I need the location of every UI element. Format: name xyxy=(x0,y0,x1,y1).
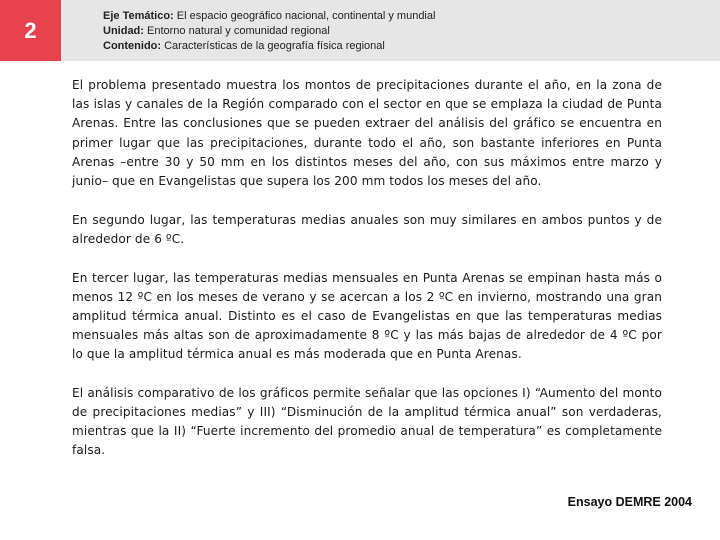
question-number-badge xyxy=(0,0,61,61)
paragraph-annual-temperature: En segundo lugar, las temperaturas medias anuales son muy similares en ambos puntos y de alrededor de 6 ºC. xyxy=(72,213,662,247)
contenido-line xyxy=(103,39,435,54)
eje-label: Eje Temático: xyxy=(103,10,174,22)
contenido-value: Características de la geografía física regional xyxy=(164,40,385,52)
paragraph-precipitation: El problema presentado muestra los montos de precipitaciones durante el año, en la zona de las islas y canales de la Región comparado con el sector en que se emplaza la ciudad de Punta Arenas. Entre las conclusiones que se pueden extraer del análisis del gráfico se encuentra en primer lugar que las precipitaciones, durante todo el año, son bastante inferiores en Punta Arenas –entre 30 y 50 mm en los distintos meses del año, con sus máximos entre marzo y junio– que en Evangelistas que supera los 200 mm todos los meses del año. xyxy=(72,78,662,189)
unidad-line xyxy=(103,24,435,39)
eje-line xyxy=(103,9,435,24)
eje-value: El espacio geográfico nacional, continental y mundial xyxy=(176,10,436,22)
unidad-value: Entorno natural y comunidad regional xyxy=(147,25,330,37)
topic-info xyxy=(103,9,435,54)
paragraph-conclusion: El análisis comparativo de los gráficos permite señalar que las opciones I) “Aumento del monto de precipitaciones medias” y III) “Disminución de la amplitud térmica anual” son verdaderas, mientras que la II) “Fuerte incremento del promedio anual de temperatura” es completamente falsa. xyxy=(72,385,662,458)
header-bar xyxy=(0,0,720,61)
answer-explanation xyxy=(72,76,662,479)
paragraph-monthly-temperature: En tercer lugar, las temperaturas medias mensuales en Punta Arenas se empinan hasta más o menos 12 ºC en los meses de verano y se acercan a los 2 ºC en invierno, mostrando una gran amplitud térmica anual. Distinto es el caso de Evangelistas en que las temperaturas medias mensuales más altas son de aproximadamente 8 ºC y las más bajas de alrededor de 4 ºC por lo que la amplitud térmica anual es más moderada que en Punta Arenas. xyxy=(72,270,662,362)
question-number: 2 xyxy=(24,17,37,43)
contenido-label: Contenido: xyxy=(103,40,162,52)
unidad-label: Unidad: xyxy=(103,25,144,37)
source-citation: Ensayo DEMRE 2004 xyxy=(567,495,692,509)
